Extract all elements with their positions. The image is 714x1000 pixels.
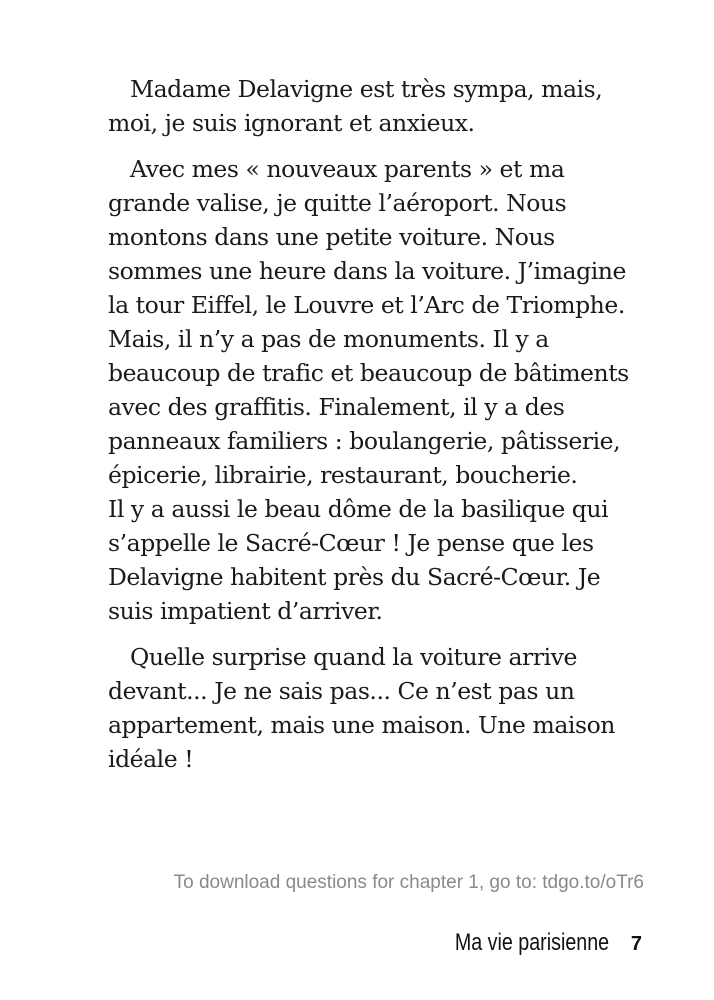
text-line: sommes une heure dans la voiture. J’imagine bbox=[108, 257, 626, 285]
text-line: appartement, mais une maison. Une maison bbox=[108, 711, 615, 739]
text-line: Avec mes « nouveaux parents » et ma bbox=[130, 155, 565, 183]
text-line: Il y a aussi le beau dôme de la basilique qui bbox=[108, 495, 609, 523]
text-line: Mais, il n’y a pas de monuments. Il y a bbox=[108, 325, 549, 353]
text-line: s’appelle le Sacré-Cœur ! Je pense que les bbox=[108, 529, 594, 557]
text-line: Madame Delavigne est très sympa, mais, bbox=[130, 75, 603, 103]
page-number: 7 bbox=[630, 933, 642, 955]
paragraph-1 bbox=[108, 72, 668, 140]
text-line: la tour Eiffel, le Louvre et l’Arc de Triomphe. bbox=[108, 291, 625, 319]
text-line: moi, je suis ignorant et anxieux. bbox=[108, 109, 475, 137]
text-line: épicerie, librairie, restaurant, boucherie. bbox=[108, 461, 578, 489]
text-line: montons dans une petite voiture. Nous bbox=[108, 223, 555, 251]
book-title: Ma vie parisienne bbox=[454, 929, 609, 956]
download-questions-note: To download questions for chapter 1, go to: tdgo.to/oTr6 bbox=[173, 872, 644, 893]
text-line: suis impatient d’arriver. bbox=[108, 597, 383, 625]
text-line: panneaux familiers : boulangerie, pâtisserie, bbox=[108, 427, 621, 455]
text-line: Quelle surprise quand la voiture arrive bbox=[130, 643, 577, 671]
chapter-body-text bbox=[108, 72, 668, 788]
paragraph-3 bbox=[108, 640, 668, 776]
text-line: idéale ! bbox=[108, 745, 194, 773]
text-line: beaucoup de trafic et beaucoup de bâtiments bbox=[108, 359, 629, 387]
text-line: avec des graffitis. Finalement, il y a des bbox=[108, 393, 565, 421]
text-line: devant... Je ne sais pas... Ce n’est pas un bbox=[108, 677, 575, 705]
paragraph-2 bbox=[108, 152, 668, 628]
running-footer bbox=[421, 929, 642, 957]
text-line: Delavigne habitent près du Sacré-Cœur. Je bbox=[108, 563, 601, 591]
text-line: grande valise, je quitte l’aéroport. Nous bbox=[108, 189, 567, 217]
